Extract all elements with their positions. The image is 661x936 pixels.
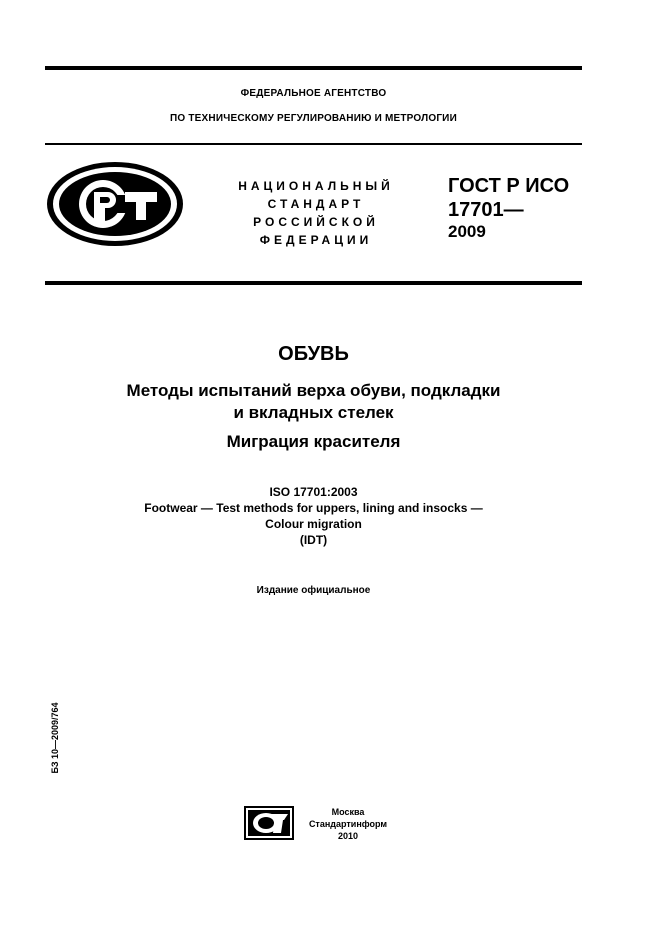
gost-line-1: ГОСТ Р ИСО xyxy=(448,175,570,197)
national-line-3: РОССИЙСКОЙ xyxy=(253,215,379,229)
subtitle-line-3: Миграция красителя xyxy=(226,432,401,451)
national-line-1: НАЦИОНАЛЬНЫЙ xyxy=(238,179,394,193)
header-rule xyxy=(45,143,582,145)
agency-line-1: ФЕДЕРАЛЬНОЕ АГЕНТСТВО xyxy=(240,88,387,99)
subtitle-line-2: и вкладных стелек xyxy=(233,403,394,422)
iso-reference xyxy=(45,484,582,548)
national-line-2: СТАНДАРТ xyxy=(267,197,365,211)
gost-designation xyxy=(448,174,588,242)
page-title: ОБУВЬ xyxy=(278,343,349,365)
national-standard-label xyxy=(222,177,410,249)
iso-english-line-1: Footwear — Test methods for uppers, lining and insocks — xyxy=(144,501,483,515)
agency-line-2: ПО ТЕХНИЧЕСКОМУ РЕГУЛИРОВАНИЮ И МЕТРОЛОГИИ xyxy=(170,113,457,124)
gost-line-3: 2009 xyxy=(448,222,486,241)
edition-label: Издание официальное xyxy=(256,585,371,596)
rst-certification-logo-icon xyxy=(45,160,185,248)
iso-idt: (IDT) xyxy=(299,533,328,547)
top-rule xyxy=(45,66,582,70)
publisher-year: 2010 xyxy=(337,831,359,841)
iso-english-line-2: Colour migration xyxy=(265,517,362,531)
publisher-info xyxy=(300,806,396,842)
iso-number: ISO 17701:2003 xyxy=(269,485,358,499)
block-rule xyxy=(45,281,582,285)
publisher-name: Стандартинформ xyxy=(308,819,388,829)
publisher-city: Москва xyxy=(331,807,365,817)
standartinform-logo-icon xyxy=(244,806,294,840)
side-code: БЗ 10—2009/764 xyxy=(50,702,60,774)
national-line-4: ФЕДЕРАЦИИ xyxy=(259,233,373,247)
gost-line-2: 17701— xyxy=(448,199,524,221)
subtitle-line-1: Методы испытаний верха обуви, подкладки xyxy=(126,381,501,400)
